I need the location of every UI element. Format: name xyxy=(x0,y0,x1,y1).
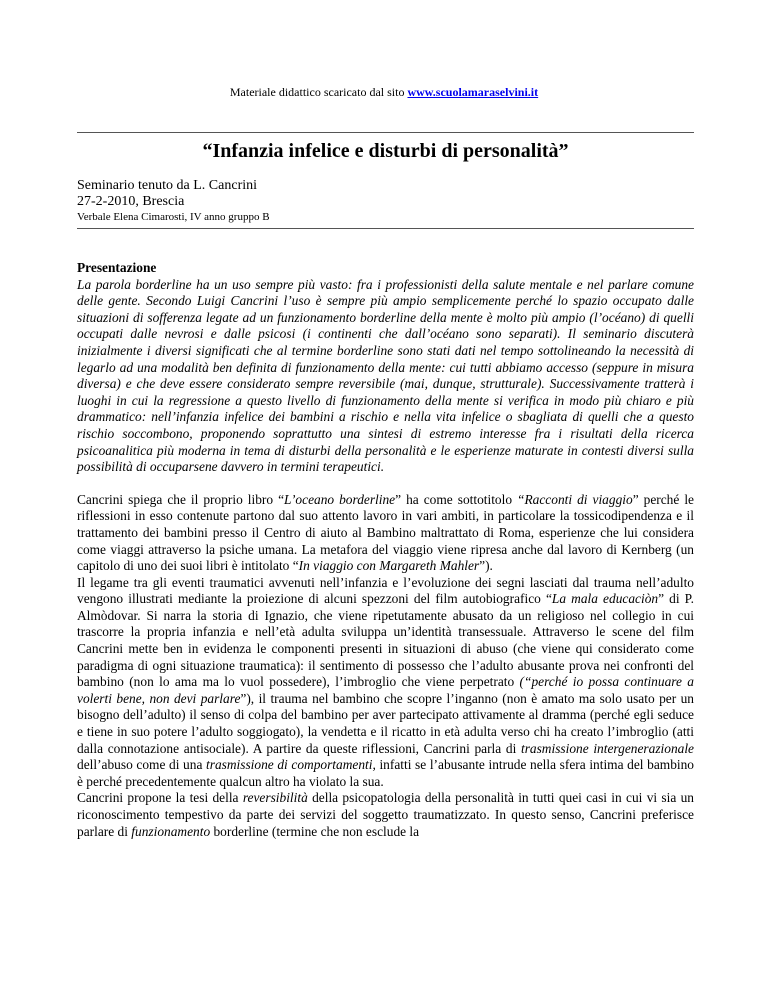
top-divider xyxy=(77,132,694,133)
document-title: “Infanzia infelice e disturbi di personalità” xyxy=(202,140,569,162)
text-run: ” di P. Almòdovar. Si narra la storia di Ignazio, che viene ripetutamente abusato da un religioso nel collegio in cui trascorre la propria infanzia e nell’età adulta sviluppa un’identità transessuale. Attraverso le scene del film Cancrini mette ben in evidenza le componenti presenti in situazioni di abuso (che viene qui considerato come paradigma di ogni situazione traumatica): il sentimento di possesso che l’adulto abusante prova nei confronti del bambino (non lo ama ma lo vuol possedere), l’imbroglio che viene perpetrato xyxy=(77,591,694,690)
text-run: Il legame tra gli eventi traumatici avvenuti nell’infanzia e l’evoluzione dei segni lasciati dal trauma nell’adulto vengono illustrati mediante la proiezione di alcuni spezzoni del film autobiografico “ xyxy=(77,574,694,607)
text-run: ” ha come sottotitolo xyxy=(395,491,518,507)
text-run: Cancrini propone la tesi della xyxy=(77,790,243,806)
chapter-title: In viaggio con Margareth Mahler xyxy=(298,558,480,574)
text-run: ”). xyxy=(479,558,493,574)
quote-italic: (“perché io possa continuare a volerti bene, non devi parlare xyxy=(77,674,694,706)
presentation-paragraph: La parola borderline ha un uso sempre più vasto: fra i professionisti della salute mentale e nel parlare comune delle gente. Secondo Luigi Cancrini l’uso è sempre più ampio semplicemente perché lo spazio occupato dalle situazioni di sofferenza legate ad un funzionamento borderline della mente è molto più ampio (l’océano) di quelli occupati dalle nevrosi e dalle psicosi (i continenti che dall’océano sono separati). Il seminario discuterà inizialmente i diversi significati che al termine borderline sono stati dati nel tempo sottolineando la necessità di legarlo ad una modalità ben definita di funzionamento della mente: cui tutti abbiamo accesso (seppure in misura diversa) e che deve essere considerato sempre reversibile (mai, dunque, strutturale). Successivamente tratterà i luoghi in cui la regressione a questo livello di funzionamento della mente si verifica in modo più chiaro e più drammatico: nell’infanzia infelice dei bambini a rischio e nella vita infelice o sbagliata di quelli che a questo rischio soccombono, proponendo soprattutto una sintesi di estremo interesse fra i risultati della ricerca psicoanalitica più moderna in tema di disturbi della personalità e le esperienze maturate in contesti diversi sulla possibilità di occuparsene davvero in termini terapeutici. xyxy=(77,276,694,475)
section-heading: Presentazione xyxy=(77,260,157,275)
download-source-note xyxy=(0,85,768,100)
term-italic: reversibilità xyxy=(242,790,308,806)
book-subtitle: “Racconti di viaggio xyxy=(517,491,633,507)
source-note-text: Materiale didattico scaricato dal sito xyxy=(229,85,408,99)
document-body xyxy=(77,260,694,840)
term-italic: trasmissione intergenerazionale xyxy=(520,740,694,756)
body-paragraph-3 xyxy=(77,790,694,840)
term-italic: trasmissione di comportamenti, xyxy=(206,757,376,773)
text-run: infatti se l’abusante intrude nella sfera intima del bambino è perché precedentemente qualcun altro ha violato la sua. xyxy=(77,757,694,789)
body-paragraph-1 xyxy=(77,492,694,575)
film-title: La mala educaciòn xyxy=(551,591,659,607)
seminar-speaker: Seminario tenuto da L. Cancrini xyxy=(77,178,258,193)
text-run: Cancrini spiega che il proprio libro “ xyxy=(77,491,285,507)
book-title: L’oceano borderline xyxy=(284,491,396,507)
text-run: ”), il trauma nel bambino che scopre l’inganno (non è amato ma solo usato per un bisogno dell’adulto) il senso di colpa del bambino per aver partecipato attivamente al dramma (perché egli seduce e tiene in suo potere l’adulto soggiogato), la vendetta e il ricatto in età adulta verso chi ha creato l’imbroglio (atti dalla connotazione antisociale). A partire da queste riflessioni, Cancrini parla di xyxy=(77,690,694,756)
bottom-divider xyxy=(77,228,694,229)
body-paragraph-2 xyxy=(77,575,694,791)
text-run: della psicopatologia della personalità in tutti quei casi in cui vi sia un riconoscimento tempestivo da parte dei servizi del soggetto traumatizzato. In questo senso, Cancrini preferisce parlare di xyxy=(77,790,694,839)
website-link[interactable]: www.scuolamaraselvini.it xyxy=(407,85,539,99)
seminar-date-place: 27-2-2010, Brescia xyxy=(77,194,185,209)
text-run: dell’abuso come di una xyxy=(77,757,207,773)
report-author: Verbale Elena Cimarosti, IV anno gruppo B xyxy=(77,211,270,223)
term-italic: funzionamento xyxy=(131,823,211,839)
text-run: ” perché le riflessioni in esso contenute partono dal suo attento lavoro in vari ambiti, in particolare la tossicodipendenza e il trattamento dei bambini presso il Centro di aiuto al Bambino maltrattato di Roma, esperienze che lui considera come viaggi attraverso la psiche umana. La metafora del viaggio viene ripresa anche dal lavoro di Kernberg (un capitolo di uno dei suoi libri è intitolato “ xyxy=(77,491,694,574)
text-run: borderline (termine che non esclude la xyxy=(210,823,420,839)
